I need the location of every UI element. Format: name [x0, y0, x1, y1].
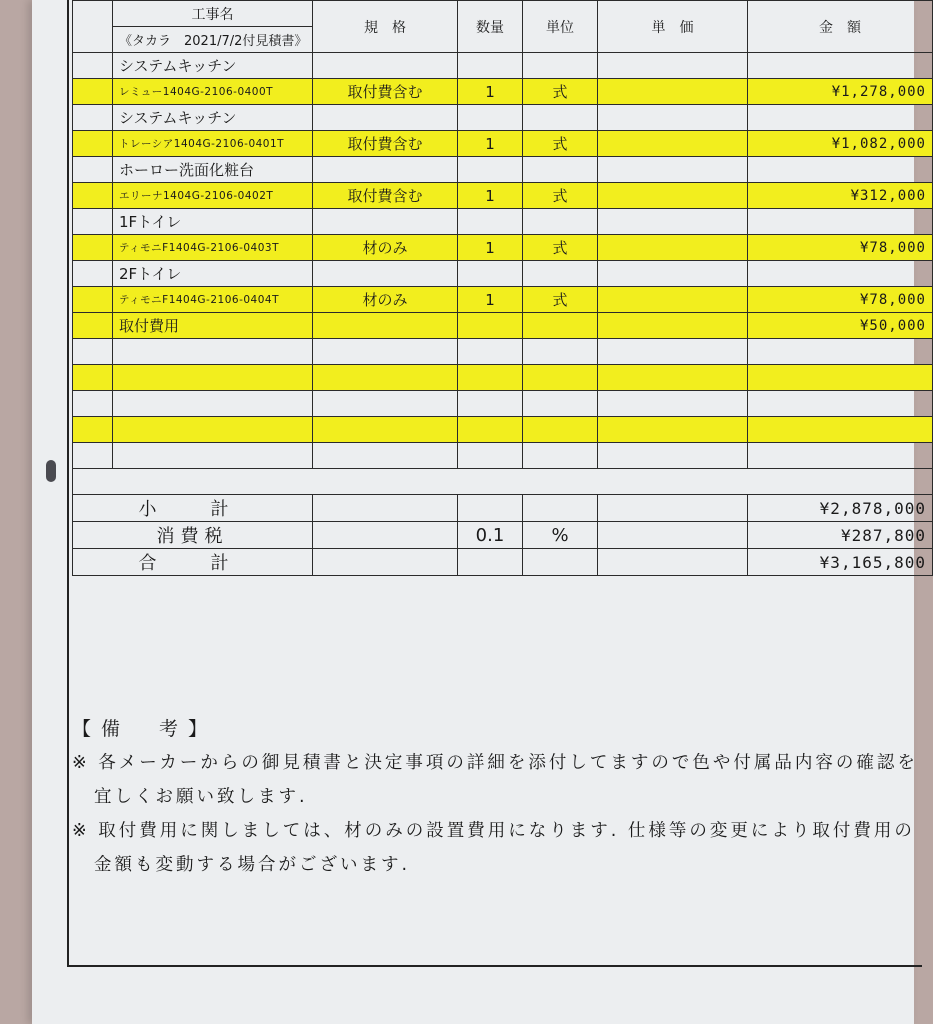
total-amount: ¥3,165,800 — [748, 549, 933, 576]
blank-row — [73, 417, 933, 443]
total-label: 合 計 — [73, 549, 313, 576]
item-price-empty — [598, 105, 748, 131]
table-row — [73, 157, 933, 183]
item-unit: 式 — [523, 183, 598, 209]
item-qty-empty — [458, 53, 523, 79]
row-marker — [73, 313, 113, 339]
cell — [598, 365, 748, 391]
cell — [113, 365, 313, 391]
cell — [523, 417, 598, 443]
cell — [113, 339, 313, 365]
row-marker — [73, 1, 113, 53]
cell — [458, 391, 523, 417]
cell — [458, 495, 523, 522]
binder-hole — [46, 460, 56, 482]
table-row — [73, 79, 933, 105]
item-qty-empty — [458, 261, 523, 287]
cell — [313, 417, 458, 443]
item-qty: 1 — [458, 287, 523, 313]
item-amount: ¥1,082,000 — [748, 131, 933, 157]
cell — [313, 522, 458, 549]
item-unit-empty — [523, 53, 598, 79]
item-spec-empty — [313, 53, 458, 79]
table-row — [73, 131, 933, 157]
item-qty: 1 — [458, 183, 523, 209]
item-qty: 1 — [458, 131, 523, 157]
table-header-row — [73, 1, 933, 27]
table-row — [73, 313, 933, 339]
cell — [458, 365, 523, 391]
cell — [523, 391, 598, 417]
item-name: システムキッチン — [113, 105, 313, 131]
cell — [313, 365, 458, 391]
cell — [313, 443, 458, 469]
item-unit: 式 — [523, 235, 598, 261]
cell — [523, 339, 598, 365]
item-unit-price — [598, 235, 748, 261]
row-marker — [73, 131, 113, 157]
estimate-table — [72, 0, 933, 576]
cell — [523, 365, 598, 391]
table-row — [73, 53, 933, 79]
item-unit-price — [598, 79, 748, 105]
row-marker — [73, 261, 113, 287]
cell — [598, 549, 748, 576]
cell — [748, 443, 933, 469]
subtotal-amount: ¥2,878,000 — [748, 495, 933, 522]
item-unit-price — [598, 131, 748, 157]
row-marker — [73, 183, 113, 209]
blank-row — [73, 339, 933, 365]
item-unit-empty — [523, 157, 598, 183]
cell — [598, 339, 748, 365]
remarks-line-2: ※ 取付費用に関しましては、材のみの設置費用になります. 仕様等の変更により取付費用の金額も変動する場合がございます. — [72, 821, 915, 875]
item-amount: ¥312,000 — [748, 183, 933, 209]
estimate-page — [32, 0, 926, 1024]
item-amount-empty — [748, 261, 933, 287]
item-name: ホーロー洗面化粧台 — [113, 157, 313, 183]
item-spec-empty — [313, 209, 458, 235]
frame-bottom-line — [67, 965, 922, 967]
remarks-line-1: ※ 各メーカーからの御見積書と決定事項の詳細を添付してますので色や付属品内容の確認を宜しくお願い致します. — [72, 753, 918, 807]
row-marker — [73, 157, 113, 183]
item-amount-empty — [748, 157, 933, 183]
subtotal-row — [73, 495, 933, 522]
row-marker — [73, 209, 113, 235]
table-row — [73, 287, 933, 313]
cell — [73, 443, 113, 469]
cell — [73, 417, 113, 443]
item-amount: ¥78,000 — [748, 235, 933, 261]
row-marker — [73, 105, 113, 131]
cell — [748, 365, 933, 391]
item-spec-empty — [313, 157, 458, 183]
table-row — [73, 235, 933, 261]
install-amount: ¥50,000 — [748, 313, 933, 339]
cell — [73, 339, 113, 365]
cell — [113, 417, 313, 443]
table-row — [73, 183, 933, 209]
remarks-section — [72, 712, 922, 882]
table-row — [73, 105, 933, 131]
item-qty-empty — [458, 105, 523, 131]
item-unit: 式 — [523, 131, 598, 157]
item-code: ティモニF1404G-2106-0403T — [113, 235, 313, 261]
tax-rate: 0.1 — [458, 522, 523, 549]
item-code: レミュー1404G-2106-0400T — [113, 79, 313, 105]
row-marker — [73, 235, 113, 261]
cell — [598, 495, 748, 522]
item-unit-price — [598, 287, 748, 313]
item-unit-empty — [523, 105, 598, 131]
total-row — [73, 549, 933, 576]
col-unit-header: 単位 — [523, 1, 598, 53]
tax-row — [73, 522, 933, 549]
col-unit-price-header: 単 価 — [598, 1, 748, 53]
item-spec: 取付費含む — [313, 79, 458, 105]
cell — [313, 391, 458, 417]
item-unit-price — [598, 183, 748, 209]
row-marker — [73, 53, 113, 79]
col-spec-header: 規 格 — [313, 1, 458, 53]
row-marker — [73, 287, 113, 313]
cell — [523, 495, 598, 522]
item-amount: ¥78,000 — [748, 287, 933, 313]
item-spec: 取付費含む — [313, 131, 458, 157]
item-spec-empty — [313, 261, 458, 287]
item-price-empty — [598, 53, 748, 79]
item-price-empty — [598, 209, 748, 235]
cell — [313, 495, 458, 522]
item-amount-empty — [748, 105, 933, 131]
item-price-empty — [598, 261, 748, 287]
item-spec-empty — [313, 105, 458, 131]
tax-amount: ¥287,800 — [748, 522, 933, 549]
install-spec — [313, 313, 458, 339]
item-spec: 材のみ — [313, 235, 458, 261]
estimate-sheet — [72, 0, 932, 700]
cell — [748, 391, 933, 417]
cell — [313, 339, 458, 365]
cell — [458, 549, 523, 576]
cell — [458, 443, 523, 469]
subtotal-label: 小 計 — [73, 495, 313, 522]
cell — [523, 443, 598, 469]
cell — [73, 391, 113, 417]
install-name: 取付費用 — [113, 313, 313, 339]
install-unit — [523, 313, 598, 339]
dashed-separator — [73, 469, 933, 495]
item-qty: 1 — [458, 79, 523, 105]
cell — [523, 549, 598, 576]
item-spec: 材のみ — [313, 287, 458, 313]
remarks-title: 【備 考】 — [72, 718, 218, 740]
cell — [598, 417, 748, 443]
cell — [313, 549, 458, 576]
cell — [113, 391, 313, 417]
tax-label: 消費税 — [73, 522, 313, 549]
separator-line — [73, 469, 933, 495]
cell — [598, 391, 748, 417]
item-qty: 1 — [458, 235, 523, 261]
item-amount-empty — [748, 53, 933, 79]
row-marker — [73, 79, 113, 105]
item-unit-empty — [523, 209, 598, 235]
item-name: 1Fトイレ — [113, 209, 313, 235]
item-qty-empty — [458, 209, 523, 235]
cell — [458, 339, 523, 365]
install-price — [598, 313, 748, 339]
blank-row — [73, 443, 933, 469]
cell — [598, 443, 748, 469]
cell — [598, 522, 748, 549]
cell — [748, 417, 933, 443]
tax-unit: % — [523, 522, 598, 549]
col-amount-header: 金 額 — [748, 1, 933, 53]
item-unit-empty — [523, 261, 598, 287]
item-unit: 式 — [523, 287, 598, 313]
project-value: 《タカラ 2021/7/2付見積書》 — [113, 27, 313, 53]
item-code: エリーナ1404G-2106-0402T — [113, 183, 313, 209]
item-name: システムキッチン — [113, 53, 313, 79]
col-qty-header: 数量 — [458, 1, 523, 53]
item-price-empty — [598, 157, 748, 183]
item-code: トレーシア1404G-2106-0401T — [113, 131, 313, 157]
cell — [113, 443, 313, 469]
item-unit: 式 — [523, 79, 598, 105]
cell — [73, 365, 113, 391]
cell — [458, 417, 523, 443]
item-name: 2Fトイレ — [113, 261, 313, 287]
table-row — [73, 261, 933, 287]
frame-left-line — [67, 0, 69, 965]
item-qty-empty — [458, 157, 523, 183]
item-spec: 取付費含む — [313, 183, 458, 209]
blank-row — [73, 391, 933, 417]
cell — [748, 339, 933, 365]
item-code: ティモニF1404G-2106-0404T — [113, 287, 313, 313]
blank-row — [73, 365, 933, 391]
item-amount: ¥1,278,000 — [748, 79, 933, 105]
item-amount-empty — [748, 209, 933, 235]
project-label: 工事名 — [113, 1, 313, 27]
install-qty — [458, 313, 523, 339]
table-row — [73, 209, 933, 235]
